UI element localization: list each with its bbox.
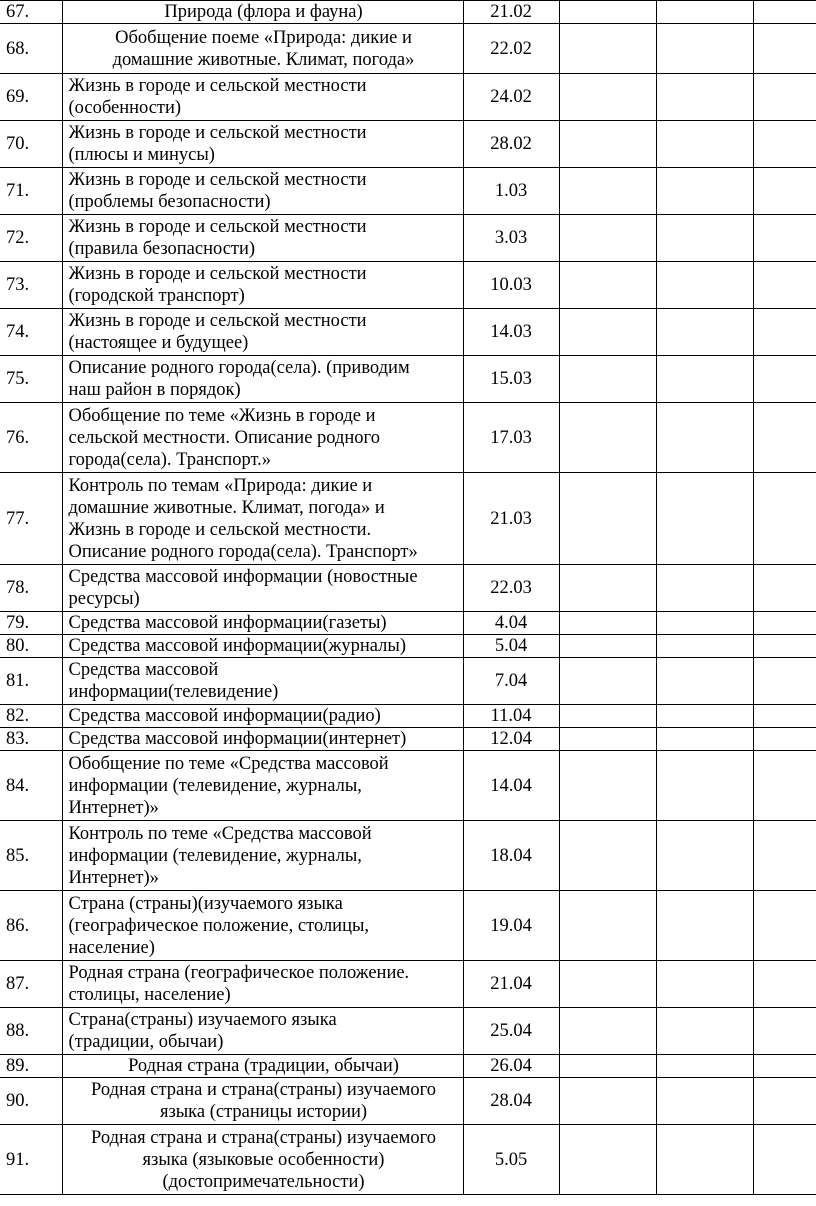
table-row bbox=[0, 891, 816, 961]
empty-cell[interactable] bbox=[559, 473, 656, 565]
empty-cell[interactable] bbox=[559, 658, 656, 705]
table-row bbox=[0, 473, 816, 565]
table-row bbox=[0, 1055, 816, 1078]
lesson-topic: Средства массовой информации (новостные ресурсы) bbox=[62, 565, 463, 612]
empty-cell[interactable] bbox=[753, 403, 816, 473]
empty-cell[interactable] bbox=[656, 1, 753, 24]
lesson-date: 14.03 bbox=[463, 309, 559, 356]
empty-cell[interactable] bbox=[656, 473, 753, 565]
lesson-topic: Средства массовой информации(радио) bbox=[62, 705, 463, 728]
empty-cell[interactable] bbox=[753, 24, 816, 74]
table-row bbox=[0, 961, 816, 1008]
empty-cell[interactable] bbox=[656, 565, 753, 612]
table-row bbox=[0, 168, 816, 215]
lesson-date: 21.02 bbox=[463, 1, 559, 24]
empty-cell[interactable] bbox=[753, 612, 816, 635]
empty-cell[interactable] bbox=[753, 728, 816, 751]
lesson-number: 73. bbox=[0, 262, 62, 309]
table-row bbox=[0, 705, 816, 728]
empty-cell[interactable] bbox=[753, 356, 816, 403]
empty-cell[interactable] bbox=[656, 1008, 753, 1055]
empty-cell[interactable] bbox=[753, 1, 816, 24]
empty-cell[interactable] bbox=[656, 658, 753, 705]
lesson-number: 71. bbox=[0, 168, 62, 215]
lesson-number: 84. bbox=[0, 751, 62, 821]
table-row bbox=[0, 565, 816, 612]
empty-cell[interactable] bbox=[559, 728, 656, 751]
empty-cell[interactable] bbox=[559, 262, 656, 309]
lesson-topic: Обобщение по теме «Жизнь в городе и сельской местности. Описание родного города(села). Транспорт.» bbox=[62, 403, 463, 473]
lesson-date: 14.04 bbox=[463, 751, 559, 821]
empty-cell[interactable] bbox=[559, 403, 656, 473]
table-row bbox=[0, 309, 816, 356]
empty-cell[interactable] bbox=[656, 705, 753, 728]
empty-cell[interactable] bbox=[753, 751, 816, 821]
lesson-number: 87. bbox=[0, 961, 62, 1008]
empty-cell[interactable] bbox=[753, 565, 816, 612]
empty-cell[interactable] bbox=[656, 891, 753, 961]
empty-cell[interactable] bbox=[656, 262, 753, 309]
empty-cell[interactable] bbox=[559, 1008, 656, 1055]
table-row bbox=[0, 121, 816, 168]
lesson-topic: Обобщение поеме «Природа: дикие и домашние животные. Климат, погода» bbox=[62, 24, 463, 74]
lesson-number: 74. bbox=[0, 309, 62, 356]
table-row bbox=[0, 215, 816, 262]
lesson-number: 83. bbox=[0, 728, 62, 751]
empty-cell[interactable] bbox=[753, 635, 816, 658]
empty-cell[interactable] bbox=[753, 473, 816, 565]
table-row bbox=[0, 403, 816, 473]
lesson-number: 78. bbox=[0, 565, 62, 612]
empty-cell[interactable] bbox=[753, 961, 816, 1008]
table-row bbox=[0, 751, 816, 821]
lesson-date: 25.04 bbox=[463, 1008, 559, 1055]
empty-cell[interactable] bbox=[753, 1055, 816, 1078]
lesson-topic: Средства массовой информации(телевидение) bbox=[62, 658, 463, 705]
lesson-date: 26.04 bbox=[463, 1055, 559, 1078]
empty-cell[interactable] bbox=[656, 168, 753, 215]
table-row bbox=[0, 1125, 816, 1195]
empty-cell[interactable] bbox=[753, 309, 816, 356]
lesson-topic: Родная страна и страна(страны) изучаемого языка (языковые особенности) (достопримечательности) bbox=[62, 1125, 463, 1195]
lesson-date: 28.02 bbox=[463, 121, 559, 168]
table-row bbox=[0, 356, 816, 403]
empty-cell[interactable] bbox=[753, 215, 816, 262]
empty-cell[interactable] bbox=[559, 891, 656, 961]
empty-cell[interactable] bbox=[753, 1125, 816, 1195]
lesson-date: 15.03 bbox=[463, 356, 559, 403]
empty-cell[interactable] bbox=[656, 728, 753, 751]
empty-cell[interactable] bbox=[656, 121, 753, 168]
lesson-number: 88. bbox=[0, 1008, 62, 1055]
lesson-date: 24.02 bbox=[463, 74, 559, 121]
lesson-number: 91. bbox=[0, 1125, 62, 1195]
lesson-topic: Страна (страны)(изучаемого языка (географическое положение, столицы, население) bbox=[62, 891, 463, 961]
lesson-topic: Жизнь в городе и сельской местности (особенности) bbox=[62, 74, 463, 121]
lesson-topic: Контроль по теме «Средства массовой информации (телевидение, журналы, Интернет)» bbox=[62, 821, 463, 891]
empty-cell[interactable] bbox=[753, 658, 816, 705]
lesson-topic: Средства массовой информации(журналы) bbox=[62, 635, 463, 658]
lesson-topic: Контроль по темам «Природа: дикие и домашние животные. Климат, погода» и Жизнь в городе и сельской местности. Описание родного города(села). Транспорт» bbox=[62, 473, 463, 565]
lesson-topic: Описание родного города(села). (приводим наш район в порядок) bbox=[62, 356, 463, 403]
table-row bbox=[0, 658, 816, 705]
empty-cell[interactable] bbox=[753, 891, 816, 961]
lesson-number: 68. bbox=[0, 24, 62, 74]
lesson-topic: Жизнь в городе и сельской местности (проблемы безопасности) bbox=[62, 168, 463, 215]
lesson-number: 69. bbox=[0, 74, 62, 121]
empty-cell[interactable] bbox=[559, 24, 656, 74]
lesson-topic: Жизнь в городе и сельской местности (городской транспорт) bbox=[62, 262, 463, 309]
empty-cell[interactable] bbox=[559, 1078, 656, 1125]
empty-cell[interactable] bbox=[559, 121, 656, 168]
lesson-date: 5.04 bbox=[463, 635, 559, 658]
lesson-topic: Природа (флора и фауна) bbox=[62, 1, 463, 24]
lesson-number: 86. bbox=[0, 891, 62, 961]
lesson-date: 1.03 bbox=[463, 168, 559, 215]
lesson-topic: Родная страна и страна(страны) изучаемого языка (страницы истории) bbox=[62, 1078, 463, 1125]
empty-cell[interactable] bbox=[656, 1078, 753, 1125]
empty-cell[interactable] bbox=[559, 74, 656, 121]
lesson-topic: Средства массовой информации(газеты) bbox=[62, 612, 463, 635]
empty-cell[interactable] bbox=[656, 24, 753, 74]
empty-cell[interactable] bbox=[656, 821, 753, 891]
empty-cell[interactable] bbox=[656, 751, 753, 821]
lesson-number: 72. bbox=[0, 215, 62, 262]
empty-cell[interactable] bbox=[753, 74, 816, 121]
empty-cell[interactable] bbox=[656, 612, 753, 635]
table-row bbox=[0, 821, 816, 891]
lesson-date: 11.04 bbox=[463, 705, 559, 728]
lesson-number: 89. bbox=[0, 1055, 62, 1078]
empty-cell[interactable] bbox=[753, 821, 816, 891]
lesson-number: 67. bbox=[0, 1, 62, 24]
lesson-topic: Обобщение по теме «Средства массовой информации (телевидение, журналы, Интернет)» bbox=[62, 751, 463, 821]
empty-cell[interactable] bbox=[656, 635, 753, 658]
lesson-date: 21.04 bbox=[463, 961, 559, 1008]
empty-cell[interactable] bbox=[559, 612, 656, 635]
empty-cell[interactable] bbox=[656, 961, 753, 1008]
lesson-number: 81. bbox=[0, 658, 62, 705]
empty-cell[interactable] bbox=[559, 309, 656, 356]
lesson-number: 70. bbox=[0, 121, 62, 168]
lesson-date: 5.05 bbox=[463, 1125, 559, 1195]
empty-cell[interactable] bbox=[753, 705, 816, 728]
lesson-date: 18.04 bbox=[463, 821, 559, 891]
empty-cell[interactable] bbox=[656, 1125, 753, 1195]
empty-cell[interactable] bbox=[559, 1055, 656, 1078]
lesson-topic: Средства массовой информации(интернет) bbox=[62, 728, 463, 751]
empty-cell[interactable] bbox=[753, 168, 816, 215]
lesson-topic: Жизнь в городе и сельской местности (настоящее и будущее) bbox=[62, 309, 463, 356]
lesson-number: 82. bbox=[0, 705, 62, 728]
empty-cell[interactable] bbox=[559, 635, 656, 658]
lesson-topic: Жизнь в городе и сельской местности (плюсы и минусы) bbox=[62, 121, 463, 168]
empty-cell[interactable] bbox=[753, 121, 816, 168]
empty-cell[interactable] bbox=[656, 356, 753, 403]
table-body bbox=[0, 1, 816, 1195]
empty-cell[interactable] bbox=[656, 403, 753, 473]
lesson-topic: Родная страна (географическое положение. столицы, население) bbox=[62, 961, 463, 1008]
empty-cell[interactable] bbox=[559, 821, 656, 891]
lesson-date: 22.03 bbox=[463, 565, 559, 612]
empty-cell[interactable] bbox=[559, 565, 656, 612]
lesson-number: 76. bbox=[0, 403, 62, 473]
lesson-number: 90. bbox=[0, 1078, 62, 1125]
lesson-number: 80. bbox=[0, 635, 62, 658]
lesson-date: 3.03 bbox=[463, 215, 559, 262]
table-row bbox=[0, 74, 816, 121]
empty-cell[interactable] bbox=[559, 168, 656, 215]
lesson-date: 17.03 bbox=[463, 403, 559, 473]
lesson-number: 77. bbox=[0, 473, 62, 565]
empty-cell[interactable] bbox=[559, 356, 656, 403]
lesson-date: 21.03 bbox=[463, 473, 559, 565]
lesson-topic: Страна(страны) изучаемого языка (традиции, обычаи) bbox=[62, 1008, 463, 1055]
empty-cell[interactable] bbox=[753, 1008, 816, 1055]
lesson-date: 22.02 bbox=[463, 24, 559, 74]
lesson-date: 4.04 bbox=[463, 612, 559, 635]
table-row bbox=[0, 612, 816, 635]
empty-cell[interactable] bbox=[656, 1055, 753, 1078]
empty-cell[interactable] bbox=[559, 1, 656, 24]
lesson-number: 85. bbox=[0, 821, 62, 891]
lesson-topic: Жизнь в городе и сельской местности (правила безопасности) bbox=[62, 215, 463, 262]
empty-cell[interactable] bbox=[656, 74, 753, 121]
empty-cell[interactable] bbox=[753, 1078, 816, 1125]
lesson-date: 10.03 bbox=[463, 262, 559, 309]
empty-cell[interactable] bbox=[656, 215, 753, 262]
table-row bbox=[0, 1, 816, 24]
table-row bbox=[0, 728, 816, 751]
lesson-topic: Родная страна (традиции, обычаи) bbox=[62, 1055, 463, 1078]
lesson-number: 79. bbox=[0, 612, 62, 635]
lesson-date: 28.04 bbox=[463, 1078, 559, 1125]
table-row bbox=[0, 262, 816, 309]
table-row bbox=[0, 635, 816, 658]
empty-cell[interactable] bbox=[559, 751, 656, 821]
table-row bbox=[0, 1008, 816, 1055]
empty-cell[interactable] bbox=[559, 961, 656, 1008]
empty-cell[interactable] bbox=[559, 215, 656, 262]
lesson-date: 12.04 bbox=[463, 728, 559, 751]
lesson-number: 75. bbox=[0, 356, 62, 403]
table-row bbox=[0, 1078, 816, 1125]
empty-cell[interactable] bbox=[559, 1125, 656, 1195]
lesson-date: 19.04 bbox=[463, 891, 559, 961]
lesson-date: 7.04 bbox=[463, 658, 559, 705]
empty-cell[interactable] bbox=[559, 705, 656, 728]
table-row bbox=[0, 24, 816, 74]
empty-cell[interactable] bbox=[753, 262, 816, 309]
empty-cell[interactable] bbox=[656, 309, 753, 356]
